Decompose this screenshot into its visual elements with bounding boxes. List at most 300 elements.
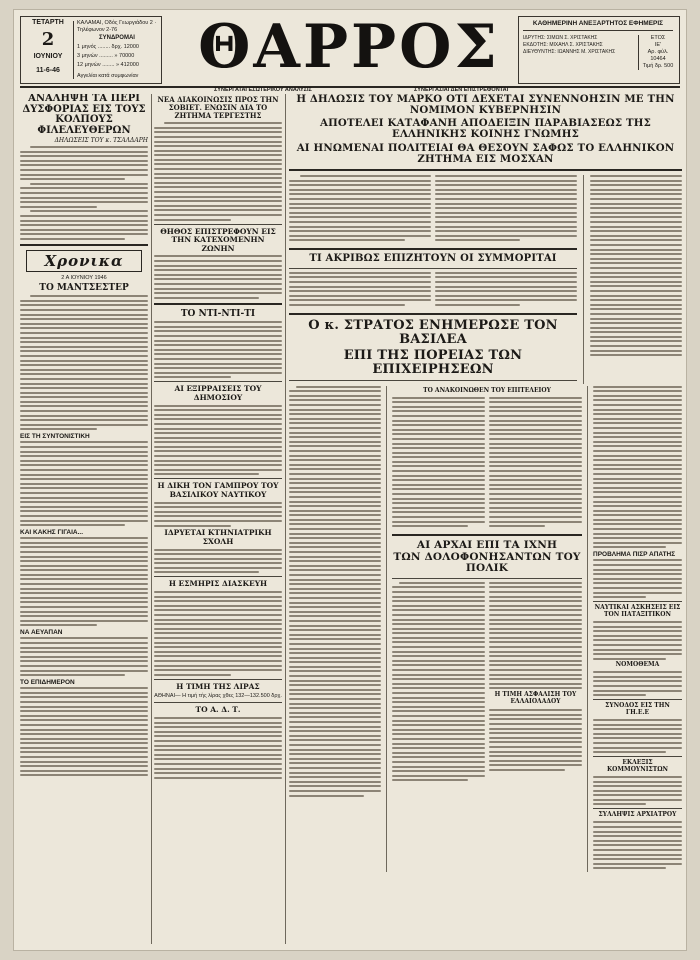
article-text [593,671,682,696]
text-line [489,591,582,593]
text-line [154,432,282,434]
text-line [489,420,582,422]
banner-headline-3: ΑΙ ΗΝΩΜΕΝΑΙ ΠΟΛΙΤΕΙΑΙ ΘΑ ΘΕΣΟΥΝ ΣΑΦΩΣ ΤΟ ΕΛΛΗΝΙΚΟΝ ΖΗΤΗΜΑ ΕΙΣ ΜΟΣΧΑΝ [296,142,675,166]
text-line [489,669,582,671]
text-line [20,341,148,343]
text-line [289,579,381,581]
text-line [489,737,582,739]
text-line [154,460,282,462]
text-line [20,451,148,453]
text-line [392,452,485,454]
text-line [20,478,148,480]
text-line [289,721,381,723]
text-line [489,447,582,449]
text-line [20,187,148,189]
text-line [154,515,282,517]
text-line [392,511,485,513]
text-line [300,175,431,177]
text-line [392,475,485,477]
text-line [593,578,682,580]
masthead-subline-right: ΣΥΝΕΡΓΑΣΙΑΙ ΔΕΝ ΕΠΙΣΤΡΕΦΟΝΤΑΙ [414,87,509,93]
text-line [489,600,582,602]
text-line [289,790,381,792]
lira-price-text: ΑΘΗΝΑΙ— Η τιμή τής λίρας χθες 132—132.500 δρχ. [154,693,282,700]
text-line [154,655,282,657]
text-line [289,207,431,209]
text-line [20,424,148,426]
text-line [489,609,582,611]
text-line [590,331,682,333]
text-line [392,697,485,699]
text-line [289,468,381,470]
text-line [154,511,282,513]
text-line [392,674,485,676]
text-line [289,459,381,461]
text-line [289,432,381,434]
text-line [593,690,682,692]
text-line [593,747,682,749]
text-line [489,651,582,653]
text-line [20,651,148,653]
text-line [593,569,682,571]
text-line [154,288,282,290]
text-line [20,487,148,489]
text-line [392,397,485,399]
ads-note: Αγγελίαι κατά συμφωνίαν [77,73,139,79]
text-line [489,746,582,748]
text-line [435,189,577,191]
article-text [20,637,148,676]
text-line [392,733,485,735]
communique-text [392,397,582,530]
text-line [154,255,282,257]
paper-tagline: ΚΑΘΗΜΕΡΙΝΗ ΑΝΕΞΑΡΤΗΤΟΣ ΕΦΗΜΕΡΙΣ [523,20,673,31]
text-line [20,537,148,539]
text-line [20,178,125,180]
banner-headline-2: ΑΠΟΤΕΛΕΙ ΚΑΤΑΦΑΝΗ ΑΠΟΔΕΙΞΙΝ ΠΑΡΑΒΙΑΣΕΩΣ ΤΗΣ ΕΛΛΗΝΙΚΗΣ ΚΟΙΝΗΣ ΓΝΩΜΗΣ [319,117,652,141]
text-line [289,409,381,411]
text-line [154,446,282,448]
text-line [289,781,381,783]
text-line [489,511,582,513]
text-line [20,565,148,567]
text-line [30,146,148,148]
text-line [593,404,682,406]
text-line [20,670,148,672]
text-line [593,409,682,411]
text-line [489,493,582,495]
staff-line: ΔΙΕΥΘΥΝΤΗΣ: ΙΩΑΝΝΗΣ Μ. ΧΡΙΣΤΑΚΗΣ [523,49,616,55]
text-line [593,505,682,507]
text-line [593,719,682,721]
text-line [593,455,682,457]
text-line [154,209,282,211]
text-line [489,714,582,716]
text-line [392,438,485,440]
text-line [489,461,582,463]
text-line [296,386,381,388]
text-line [590,175,682,177]
text-line [154,722,282,724]
text-line [289,795,364,797]
article-text [20,687,148,776]
text-line [593,840,682,842]
text-line [154,506,282,508]
text-line [289,767,381,769]
text-line [489,623,582,625]
text-line [154,292,282,294]
text-line [289,482,381,484]
text-line [593,854,682,856]
text-line [289,615,381,617]
text-line [590,327,682,329]
text-line [590,226,682,228]
text-line [20,606,148,608]
text-line [20,197,148,199]
text-line [593,799,682,801]
text-line [20,569,148,571]
text-line [154,214,282,216]
text-line [20,701,148,703]
text-line [590,295,682,297]
text-line [593,501,682,503]
text-line [289,519,381,521]
text-line [593,694,646,696]
text-line [20,551,148,553]
communique-heading: ΤΟ ΑΝΑΚΟΙΝΩΘΕΝ ΤΟΥ ΕΠΙΤΕΛΕΙΟΥ [423,386,551,394]
text-line [489,475,582,477]
text-line [392,660,485,662]
text-line [489,429,582,431]
text-line [154,591,282,593]
article-text [289,272,431,309]
article-text [20,441,148,526]
text-line [154,177,282,179]
text-line [593,441,682,443]
insurance-heading: Η ΤΙΜΗ ΑΣΦΑΛΙΣΗ ΤΟΥ ΕΛΛΑΙΟΛΑΔΟΥ [494,691,577,706]
text-line [489,525,545,527]
text-line [289,730,381,732]
text-line [20,460,148,462]
text-line [289,450,381,452]
text-line [489,664,582,666]
text-line [590,290,682,292]
text-line [289,739,381,741]
text-line [289,496,381,498]
text-line [590,350,682,352]
text-line [289,684,381,686]
text-line [489,397,582,399]
text-line [20,419,148,421]
text-line [593,626,682,628]
text-line [289,693,381,695]
text-line [435,239,520,241]
main-lower-block [289,386,682,872]
text-line [289,221,431,223]
text-line [20,692,148,694]
col2-subheading: ΙΔΡΥΕΤΑΙ ΚΤΗΝΙΑΤΡΙΚΗ ΣΧΟΛΗ [164,528,272,546]
text-line [20,774,148,776]
text-line [20,751,148,753]
article-text [154,122,282,220]
text-line [289,528,381,530]
text-line [590,318,682,320]
text-line [489,718,582,720]
text-line [590,189,682,191]
text-line [392,715,485,717]
text-line [593,724,682,726]
text-line [593,639,682,641]
subscriptions-title: ΣΥΝΔΡΟΜΑΙ [99,35,135,41]
text-line [289,551,381,553]
text-line [289,569,381,571]
text-line [489,619,582,621]
rate-line: 3 μηνών ......... » 70000 [77,53,135,59]
text-line [593,546,666,548]
text-line [289,597,381,599]
section-heading: ΠΡΟΒΛΗΜΑ ΠΙΣΡ ΑΠΑΤΗΣ [593,551,676,559]
text-line [154,274,282,276]
synodos-heading: ΣΥΝΟΔΟΣ ΕΙΣ ΤΗΝ ΓΗ.Ε.Ε [605,702,670,717]
edition-line: Τιμή δρ. 500 [642,63,674,69]
text-line [593,390,682,392]
text-line [392,605,485,607]
text-line [154,567,282,569]
text-line [392,600,485,602]
text-line [392,687,485,689]
text-line [154,623,282,625]
text-line [593,473,682,475]
text-line [154,150,282,152]
text-line [489,628,582,630]
column-rule [587,386,588,872]
text-line [489,660,582,662]
col2-subheading: ΑΙ ΕΞΙΡΡΑΙΣΕΙΣ ΤΟΥ ΔΗΜΟΣΙΟΥ [174,384,262,402]
text-line [593,649,682,651]
text-line [392,692,485,694]
section-heading: ΕΙΣ ΤΗ ΣΥΝΤΟΝΙΣΤΙΚΗ [20,433,90,441]
text-line [289,304,405,306]
text-line [20,520,148,522]
text-line [20,164,148,166]
text-line [154,619,282,621]
text-line [20,615,148,617]
text-line [154,600,282,602]
issue-month: ΙΟΥΝΙΟΥ [33,53,63,60]
article-text [593,386,682,549]
text-line [154,473,259,475]
article-text [593,559,682,598]
text-line [590,258,682,260]
text-line [154,745,282,747]
text-line [593,478,682,480]
text-line [154,525,231,527]
text-line [154,632,282,634]
column-2 [154,94,282,944]
article-text [593,776,682,806]
text-line [593,803,646,805]
text-line [392,493,485,495]
issue-day: ΤΕΤΑΡΤΗ [32,19,64,26]
text-line [489,484,582,486]
text-line [154,642,282,644]
text-line [154,283,282,285]
text-line [590,207,682,209]
text-line [392,614,485,616]
polk-text [392,582,582,784]
text-line [489,438,582,440]
text-line [392,766,485,768]
text-line [593,858,682,860]
text-line [590,308,682,310]
text-line [20,497,148,499]
text-line [392,465,485,467]
arrest-heading: ΣΥΛΛΗΨΙΣ ΑΡΧΙΑΤΡΟΥ [598,811,677,819]
text-line [593,844,682,846]
text-line [435,235,577,237]
text-line [154,553,282,555]
text-line [154,269,282,271]
text-line [154,182,282,184]
text-line [489,401,582,403]
text-line [20,410,148,412]
text-line [392,720,485,722]
text-line [593,496,682,498]
text-line [289,487,381,489]
main-lower-col-d [593,386,682,872]
text-line [154,437,282,439]
text-line [154,469,282,471]
text-line [392,623,485,625]
text-line [154,297,259,299]
text-line [20,220,148,222]
text-line [289,464,381,466]
text-line [593,528,682,530]
text-line [154,455,282,457]
text-line [489,655,582,657]
text-line [593,464,682,466]
text-line [289,565,381,567]
text-line [20,160,148,162]
text-line [20,233,148,235]
text-line [154,173,282,175]
section-heading: ΤΟ ΕΠΙΔΗΜΕΡΟΝ [20,679,75,687]
text-line [20,642,148,644]
text-line [593,596,646,598]
text-line [20,546,148,548]
text-line [20,733,148,735]
text-line [435,193,577,195]
text-line [289,707,381,709]
text-line [20,327,148,329]
text-line [154,726,282,728]
text-line [289,625,381,627]
text-line [20,542,148,544]
text-line [392,596,485,598]
left-ear-box [20,16,162,84]
article-text [593,719,682,753]
text-line [289,758,381,760]
text-line [154,205,282,207]
text-line [289,762,381,764]
text-line [20,300,148,302]
text-line [392,632,485,634]
text-line [289,478,381,480]
text-line [154,358,282,360]
text-line [20,455,148,457]
text-line [20,238,125,240]
text-line [593,680,682,682]
text-line [289,560,381,562]
text-line [154,609,282,611]
chronika-heading: Χρονικα [26,250,142,272]
text-line [154,136,282,138]
text-line [20,729,148,731]
article-text [289,386,381,797]
text-line [593,559,682,561]
text-line [154,423,282,425]
text-line [289,546,381,548]
text-line [590,221,682,223]
text-line [289,657,381,659]
text-line [289,235,431,237]
headline-stratos-1: Ο κ. ΣΤΡΑΤΟΣ ΕΝΗΜΕΡΩΣΕ ΤΟΝ ΒΑΣΙΛΕΑ [308,317,558,347]
text-line [590,345,682,347]
text-line [289,413,381,415]
text-line [392,479,485,481]
text-line [20,392,148,394]
article-text [154,591,282,676]
text-line [289,735,381,737]
text-line [392,488,485,490]
text-line [489,709,582,711]
text-line [154,163,282,165]
text-line [20,337,148,339]
text-line [289,648,381,650]
issue-date-number: 2 [41,29,55,50]
text-line [289,505,381,507]
text-line [20,474,148,476]
text-line [20,515,148,517]
text-line [20,428,97,430]
text-line [590,235,682,237]
text-line [593,399,682,401]
text-line [392,447,485,449]
text-line [154,772,282,774]
text-line [593,621,682,623]
text-line [392,516,485,518]
text-line [392,415,485,417]
text-line [20,706,148,708]
text-line [489,470,582,472]
text-line [435,281,577,283]
text-line [392,664,485,666]
text-line [593,459,682,461]
text-line [289,574,381,576]
text-line [593,413,682,415]
text-line [593,523,682,525]
text-line [593,510,682,512]
text-line [289,286,431,288]
text-line [489,443,582,445]
text-line [20,647,148,649]
main-area [289,94,682,944]
naval-heading: ΝΑΥΤΙΚΑΙ ΑΣΚΗΣΕΙΣ ΕΙΣ ΤΟΝ ΠΑΤΑΞΙΤΙΚΟΝ [594,604,681,619]
text-line [154,777,282,779]
text-line [20,224,148,226]
article-text [20,295,148,430]
article-text [392,582,485,784]
